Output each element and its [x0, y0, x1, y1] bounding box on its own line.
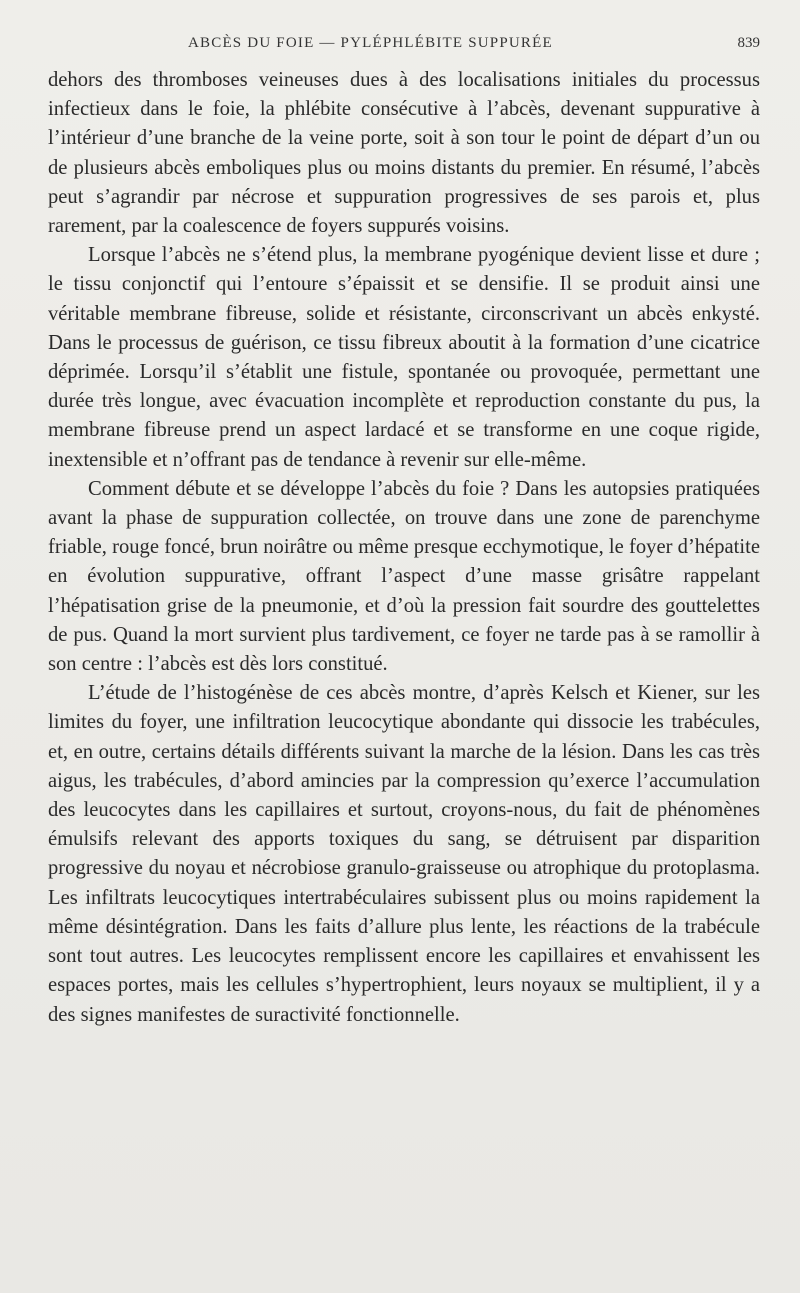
running-title: ABCÈS DU FOIE — PYLÉPHLÉBITE SUPPURÉE [188, 35, 553, 51]
paragraph: Lorsque l’abcès ne s’étend plus, la membrane pyogénique devient lisse et dure ; le tissu conjonctif qui l’entoure s’épaissit et se densifie. Il se produit ainsi une véritable membrane fibreuse, solide et résistante, circonscrivant un abcès enkysté. Dans le processus de guérison, ce tissu fibreux aboutit à la formation d’une cicatrice déprimée. Lorsqu’il s’établit une fistule, spontanée ou provoquée, permettant une durée très longue, avec évacuation incomplète et reproduction constante du pus, la membrane fibreuse prend un aspect lardacé et se transforme en une coque rigide, inextensible et n’offrant pas de tendance à revenir sur elle-même. [48, 244, 760, 471]
body-text [48, 66, 760, 1030]
paragraph: L’étude de l’histogénèse de ces abcès montre, d’après Kelsch et Kiener, sur les limites du foyer, une infiltration leucocytique abondante qui dissocie les trabécules, et, en outre, certains détails différents suivant la marche de la lésion. Dans les cas très aigus, les trabécules, d’abord amincies par la compression qu’exerce l’accumulation des leucocytes dans les capillaires et surtout, croyons-nous, du fait de phénomènes émulsifs relevant des apports toxiques du sang, se détruisent par disparition progressive du noyau et nécrobiose granulo-graisseuse ou atrophique du protoplasma. Les infiltrats leucocytiques intertrabéculaires subissent plus ou moins rapidement la même désintégration. Dans les faits d’allure plus lente, les réactions de la trabécule sont tout autres. Les leucocytes remplissent encore les capillaires et envahissent les espaces portes, mais les cellules s’hypertrophient, leurs noyaux se multiplient, il y a des signes manifestes de suractivité fonctionnelle. [48, 682, 760, 1026]
paragraph: Comment débute et se développe l’abcès du foie ? Dans les autopsies pratiquées avant la phase de suppuration collectée, on trouve dans une zone de parenchyme friable, rouge foncé, brun noirâtre ou même presque ecchymotique, le foyer d’hépatite en évolution suppurative, offrant l’aspect d’une masse grisâtre rappelant l’hépatisation grise de la pneumonie, et d’où la pression fait sourdre des gouttelettes de pus. Quand la mort survient plus tardivement, ce foyer ne tarde pas à se ramollir à son centre : l’abcès est dès lors constitué. [48, 477, 760, 676]
paragraph-continued: dehors des thromboses veineuses dues à des localisations initiales du processus infectieux dans le foie, la phlébite consécutive à l’abcès, devenant suppurative à l’intérieur d’une branche de la veine porte, soit à son tour le point de départ d’un ou de plusieurs abcès emboliques plus ou moins distants du premier. En résumé, l’abcès peut s’agrandir par nécrose et suppuration progressives de ses parois et, plus rarement, par la coalescence de foyers suppurés voisins. [48, 69, 760, 238]
running-head [48, 35, 760, 59]
page-number: 839 [737, 35, 760, 51]
